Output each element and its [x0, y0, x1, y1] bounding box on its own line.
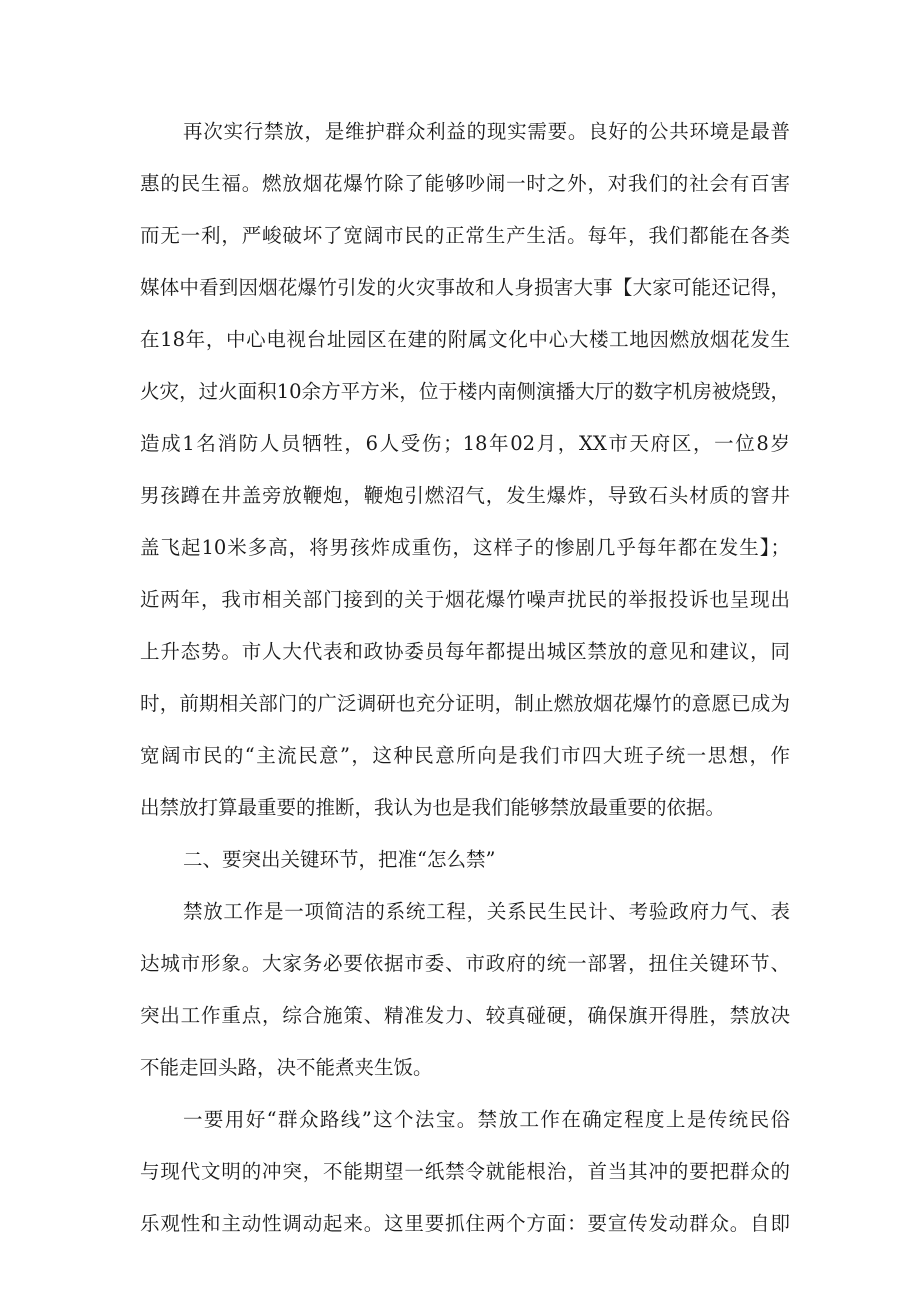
text-line: 男孩蹲在井盖旁放鞭炮，鞭炮引燃沼气，发生爆炸，导致石头材质的窨井: [140, 484, 790, 507]
text-line: 时，前期相关部门的广泛调研也充分证明，制止燃放烟花爆竹的意愿已成为: [140, 692, 790, 715]
text-line: 上升态势。市人大代表和政协委员每年都提出城区禁放的意见和建议，同: [140, 640, 790, 663]
text-line: 而无一利，严峻破坏了宽阔市民的正常生产生活。每年，我们都能在各类: [140, 224, 790, 247]
text-line: 出禁放打算最重要的推断，我认为也是我们能够禁放最重要的依据。: [140, 796, 726, 819]
text-line: 一要用好“群众路线”这个法宝。禁放工作在确定程度上是传统民俗: [183, 1108, 790, 1131]
text-line: 火灾，过火面积10余方平方米，位于楼内南侧演播大厅的数字机房被烧毁，: [140, 380, 790, 403]
section-heading: 二、要突出关键环节，把准“怎么禁”: [183, 848, 496, 871]
text-line: 近两年，我市相关部门接到的关于烟花爆竹噪声扰民的举报投诉也呈现出: [140, 588, 790, 611]
text-line: 不能走回头路，决不能煮夹生饭。: [140, 1056, 433, 1079]
text-line: 达城市形象。大家务必要依据市委、市政府的统一部署，扭住关键环节、: [140, 952, 790, 975]
text-line: 宽阔市民的“主流民意”，这种民意所向是我们市四大班子统一思想，作: [140, 744, 790, 767]
text-line: 乐观性和主动性调动起来。这里要抓住两个方面：要宣传发动群众。自即: [140, 1212, 790, 1235]
text-line: 突出工作重点，综合施策、精准发力、较真碰硬，确保旗开得胜，禁放决: [140, 1004, 790, 1027]
text-line: 再次实行禁放，是维护群众利益的现实需要。良好的公共环境是最普: [183, 120, 790, 143]
text-line: 媒体中看到因烟花爆竹引发的火灾事故和人身损害大事【大家可能还记得，: [140, 276, 790, 299]
text-line: 在18年，中心电视台址园区在建的附属文化中心大楼工地因燃放烟花发生: [140, 328, 790, 351]
text-line: 与现代文明的冲突，不能期望一纸禁令就能根治，首当其冲的要把群众的: [140, 1160, 790, 1183]
text-line: 惠的民生福。燃放烟花爆竹除了能够吵闹一时之外，对我们的社会有百害: [140, 172, 790, 195]
text-line: 造成1名消防人员牺牲，6人受伤；18年02月，XX市天府区，一位8岁: [140, 432, 790, 455]
text-line: 禁放工作是一项简洁的系统工程，关系民生民计、考验政府力气、表: [183, 900, 790, 923]
text-line: 盖飞起10米多高，将男孩炸成重伤，这样子的惨剧几乎每年都在发生】；: [140, 536, 790, 559]
